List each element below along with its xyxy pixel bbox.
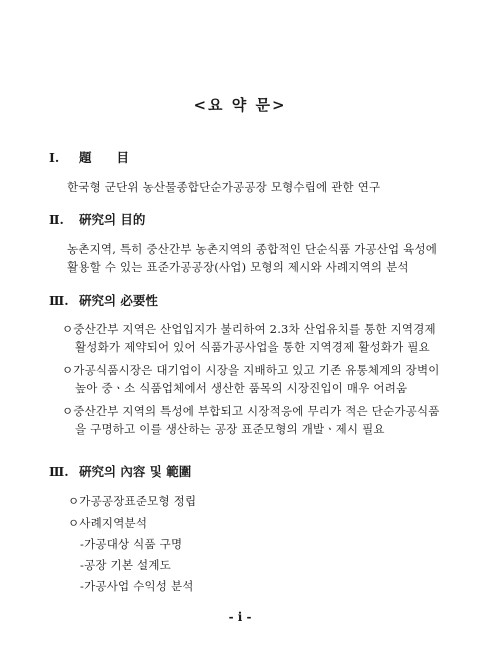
body-line: 활성화가 제약되어 있어 식품가공사업을 통한 지역경제 활성화가 필요 [75, 340, 430, 354]
section-heading-2 [49, 210, 145, 228]
section-number: Ⅲ. [49, 464, 69, 479]
body-line: 높아 중ㆍ소 식품업체에서 생산한 품목의 시장진입이 매우 어려움 [75, 381, 408, 395]
bullet-line: ㅇ사례지역분석 [68, 516, 148, 530]
bullet-line: ㅇ중산간부 지역의 특성에 부합되고 시장적응에 무리가 적은 단순가공식품 [62, 404, 440, 418]
section-title: 硏究의 必要性 [79, 293, 158, 308]
section-heading-4 [49, 462, 191, 480]
section-heading-1 [49, 148, 129, 166]
bullet-line: ㅇ중산간부 지역은 산업입지가 불리하여 2.3차 산업유치를 통한 지역경제 [62, 322, 436, 336]
section-title: 題 目 [79, 150, 130, 165]
section-title: 硏究의 目的 [79, 212, 146, 227]
body-line: 을 구명하고 이를 생산하는 공장 표준모형의 개발ㆍ제시 필요 [75, 422, 385, 436]
page-number: - i - [228, 610, 252, 624]
sub-item: -가공사업 수익성 분석 [80, 579, 194, 593]
section-number: Ⅲ. [49, 293, 69, 308]
summary-title: <요 약 문> [193, 96, 287, 114]
bullet-line: ㅇ가공식품시장은 대기업이 시장을 지배하고 있고 기존 유통체계의 장벽이 [62, 363, 440, 377]
section-number: Ⅰ. [49, 150, 60, 165]
section-title: 硏究의 內容 및 範圍 [79, 464, 192, 479]
bullet-line: ㅇ가공공장표준모형 정립 [68, 494, 197, 508]
body-line: 활용할 수 있는 표준가공공장(사업) 모형의 제시와 사례지역의 분석 [67, 260, 409, 274]
section-number: Ⅱ. [49, 212, 64, 227]
sub-item: -공장 기본 설계도 [80, 558, 171, 572]
body-line: 농촌지역, 특히 중산간부 농촌지역의 종합적인 단순식품 가공산업 육성에 [67, 242, 438, 256]
sub-item: -가공대상 식품 구명 [80, 537, 183, 551]
section-heading-3 [49, 291, 158, 309]
body-line: 한국형 군단위 농산물종합단순가공공장 모형수립에 관한 연구 [67, 180, 381, 194]
